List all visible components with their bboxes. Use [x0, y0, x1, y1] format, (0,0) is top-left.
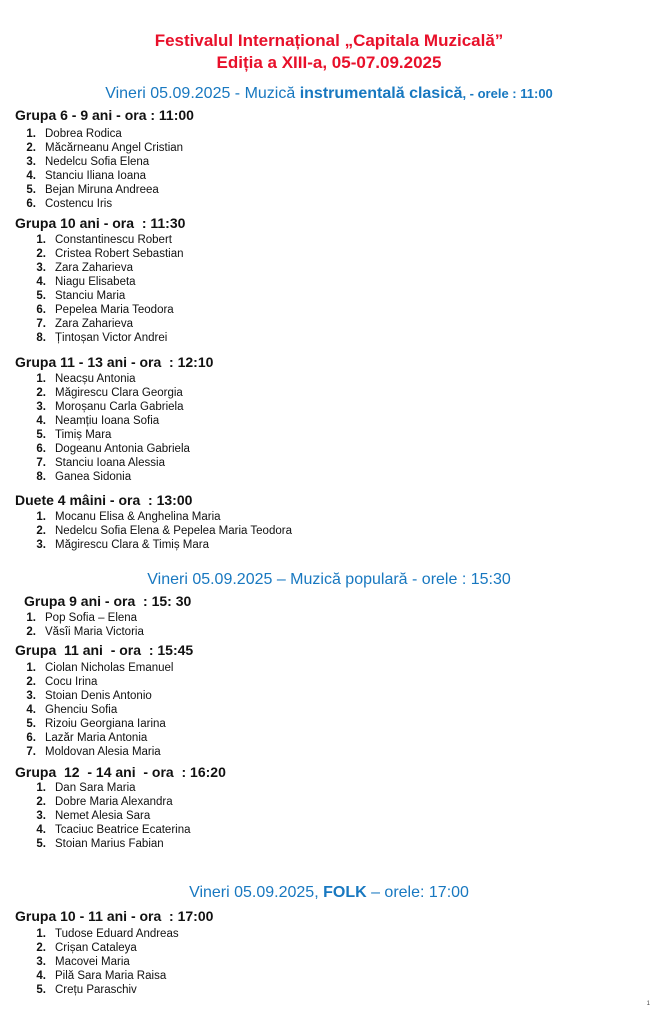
participant-name: Ganea Sidonia — [55, 471, 132, 483]
item-number: 4. — [36, 970, 46, 982]
item-number: 1. — [36, 782, 46, 794]
participant-name: Stoian Marius Fabian — [55, 838, 164, 850]
list-item — [10, 795, 173, 809]
participant-name: Macovei Maria — [55, 956, 130, 968]
festival-title: Festivalul Internațional „Capitala Muzicală” — [154, 31, 504, 50]
participant-name: Măgirescu Clara Georgia — [55, 387, 183, 399]
item-number: 3. — [36, 401, 46, 413]
participant-name: Stanciu Maria — [55, 290, 126, 302]
item-number: 5. — [36, 984, 46, 996]
section-heading-instrumental: Vineri 05.09.2025 - Muzică instrumentală clasică, - orele : 11:00 — [105, 85, 553, 102]
section-heading-folk: Vineri 05.09.2025, FOLK – orele: 17:00 — [189, 884, 469, 901]
list-item — [10, 745, 161, 759]
list-item — [10, 400, 183, 414]
item-number: 2. — [36, 525, 46, 537]
item-number: 6. — [36, 304, 46, 316]
item-number: 2. — [36, 248, 46, 260]
list-item — [10, 197, 112, 211]
list-item — [10, 247, 183, 261]
item-number: 3. — [36, 810, 46, 822]
list-item — [10, 169, 146, 183]
list-item — [10, 317, 133, 331]
participant-name: Niagu Elisabeta — [55, 276, 136, 288]
participant-name: Pepelea Maria Teodora — [55, 304, 174, 316]
list-item — [10, 442, 190, 456]
list-item — [10, 524, 292, 538]
list-item — [10, 689, 152, 703]
participant-name: Cristea Robert Sebastian — [55, 248, 184, 260]
participant-name: Constantinescu Robert — [55, 234, 172, 246]
list-item — [10, 261, 133, 275]
group-title: Grupa 9 ani - ora : 15: 30 — [24, 593, 192, 609]
list-item — [10, 414, 159, 428]
item-number: 1. — [36, 928, 46, 940]
list-item — [10, 717, 166, 731]
participant-name: Stanciu Iliana Ioana — [45, 170, 147, 182]
participant-name: Crețu Paraschiv — [55, 984, 137, 996]
list-item — [10, 233, 172, 247]
list-item — [10, 155, 149, 169]
item-number: 1. — [26, 662, 36, 674]
item-number: 4. — [26, 170, 36, 182]
list-item — [10, 611, 137, 625]
participant-name: Nedelcu Sofia Elena — [45, 156, 150, 168]
item-number: 1. — [36, 373, 46, 385]
participant-name: Stanciu Ioana Alessia — [55, 457, 165, 469]
item-number: 3. — [26, 156, 36, 168]
group-title: Grupa 10 ani - ora : 11:30 — [15, 215, 186, 231]
participant-name: Măgirescu Clara & Timiș Mara — [55, 539, 210, 551]
participant-name: Dobre Maria Alexandra — [55, 796, 173, 808]
item-number: 1. — [36, 234, 46, 246]
participant-name: Timiș Mara — [55, 429, 112, 441]
item-number: 3. — [36, 539, 46, 551]
participant-name: Crișan Cataleya — [55, 942, 137, 954]
item-number: 6. — [26, 732, 36, 744]
list-item — [10, 731, 147, 745]
item-number: 7. — [36, 318, 46, 330]
list-item — [10, 625, 144, 639]
participant-name: Bejan Miruna Andreea — [45, 184, 159, 196]
item-number: 1. — [36, 511, 46, 523]
item-number: 8. — [36, 332, 46, 344]
participant-name: Țintoșan Victor Andrei — [55, 332, 168, 344]
item-number: 5. — [26, 718, 36, 730]
participant-name: Dan Sara Maria — [55, 782, 136, 794]
item-number: 2. — [26, 676, 36, 688]
list-item — [10, 386, 183, 400]
edition-subtitle: Ediția a XIII-a, 05-07.09.2025 — [216, 53, 442, 72]
list-item — [10, 941, 137, 955]
participant-name: Zara Zaharieva — [55, 262, 133, 274]
participant-name: Nemet Alesia Sara — [55, 810, 151, 822]
participant-name: Moroșanu Carla Gabriela — [55, 401, 184, 413]
item-number: 4. — [36, 276, 46, 288]
participant-name: Neamțiu Ioana Sofia — [55, 415, 160, 427]
participant-name: Pop Sofia – Elena — [45, 612, 138, 624]
group-title: Grupa 6 - 9 ani - ora : 11:00 — [15, 107, 194, 123]
list-item — [10, 969, 166, 983]
item-number: 2. — [36, 796, 46, 808]
item-number: 3. — [26, 690, 36, 702]
participant-name: Neacșu Antonia — [55, 373, 136, 385]
item-number: 7. — [26, 746, 36, 758]
participant-name: Măcărneanu Angel Cristian — [45, 142, 184, 154]
page-number: 1 — [646, 1001, 650, 1007]
section-heading-popular: Vineri 05.09.2025 – Muzică populară - orele : 15:30 — [147, 571, 511, 588]
item-number: 2. — [36, 387, 46, 399]
list-item — [10, 331, 167, 345]
participant-name: Costencu Iris — [45, 198, 113, 210]
item-number: 1. — [26, 128, 36, 140]
item-number: 2. — [26, 626, 36, 638]
participant-name: Moldovan Alesia Maria — [45, 746, 161, 758]
item-number: 5. — [26, 184, 36, 196]
list-item — [10, 955, 130, 969]
group-title: Grupa 12 - 14 ani - ora : 16:20 — [15, 764, 226, 780]
participant-name: Zara Zaharieva — [55, 318, 133, 330]
item-number: 4. — [26, 704, 36, 716]
group-title: Grupa 10 - 11 ani - ora : 17:00 — [15, 908, 214, 924]
item-number: 5. — [36, 429, 46, 441]
item-number: 4. — [36, 824, 46, 836]
group-title: Duete 4 mâini - ora : 13:00 — [15, 492, 193, 508]
item-number: 8. — [36, 471, 46, 483]
item-number: 7. — [36, 457, 46, 469]
participant-name: Pilă Sara Maria Raisa — [55, 970, 167, 982]
item-number: 2. — [36, 942, 46, 954]
list-item — [10, 183, 159, 197]
item-number: 4. — [36, 415, 46, 427]
participant-name: Nedelcu Sofia Elena & Pepelea Maria Teodora — [55, 525, 292, 537]
participant-name: Dobrea Rodica — [45, 128, 122, 140]
item-number: 1. — [26, 612, 36, 624]
list-item — [10, 289, 125, 303]
participant-name: Cocu Irina — [45, 676, 98, 688]
list-item — [10, 372, 136, 386]
list-item — [10, 141, 183, 155]
list-item — [10, 927, 179, 941]
participant-name: Dogeanu Antonia Gabriela — [55, 443, 190, 455]
list-item — [10, 538, 209, 552]
list-item — [10, 781, 136, 795]
list-item — [10, 837, 164, 851]
list-item — [10, 428, 111, 442]
item-number: 3. — [36, 956, 46, 968]
item-number: 2. — [26, 142, 36, 154]
list-item — [10, 275, 136, 289]
group-title: Grupa 11 ani - ora : 15:45 — [15, 642, 194, 658]
list-item — [10, 510, 221, 524]
participant-name: Mocanu Elisa & Anghelina Maria — [55, 511, 221, 523]
list-item — [10, 303, 174, 317]
participant-name: Ciolan Nicholas Emanuel — [45, 662, 174, 674]
item-number: 5. — [36, 838, 46, 850]
list-item — [10, 127, 122, 141]
participant-name: Tcaciuc Beatrice Ecaterina — [55, 824, 191, 836]
list-item — [10, 675, 97, 689]
participant-name: Lazăr Maria Antonia — [45, 732, 148, 744]
list-item — [10, 983, 137, 997]
participant-name: Ghenciu Sofia — [45, 704, 118, 716]
group-title: Grupa 11 - 13 ani - ora : 12:10 — [15, 354, 214, 370]
list-item — [10, 703, 117, 717]
list-item — [10, 809, 150, 823]
list-item — [10, 661, 173, 675]
item-number: 5. — [36, 290, 46, 302]
list-item — [10, 456, 165, 470]
item-number: 3. — [36, 262, 46, 274]
item-number: 6. — [36, 443, 46, 455]
list-item — [10, 470, 131, 484]
list-item — [10, 823, 191, 837]
participant-name: Stoian Denis Antonio — [45, 690, 152, 702]
participant-name: Tudose Eduard Andreas — [55, 928, 179, 940]
participant-name: Rizoiu Georgiana Iarina — [45, 718, 166, 730]
item-number: 6. — [26, 198, 36, 210]
participant-name: Văsîi Maria Victoria — [45, 626, 144, 638]
